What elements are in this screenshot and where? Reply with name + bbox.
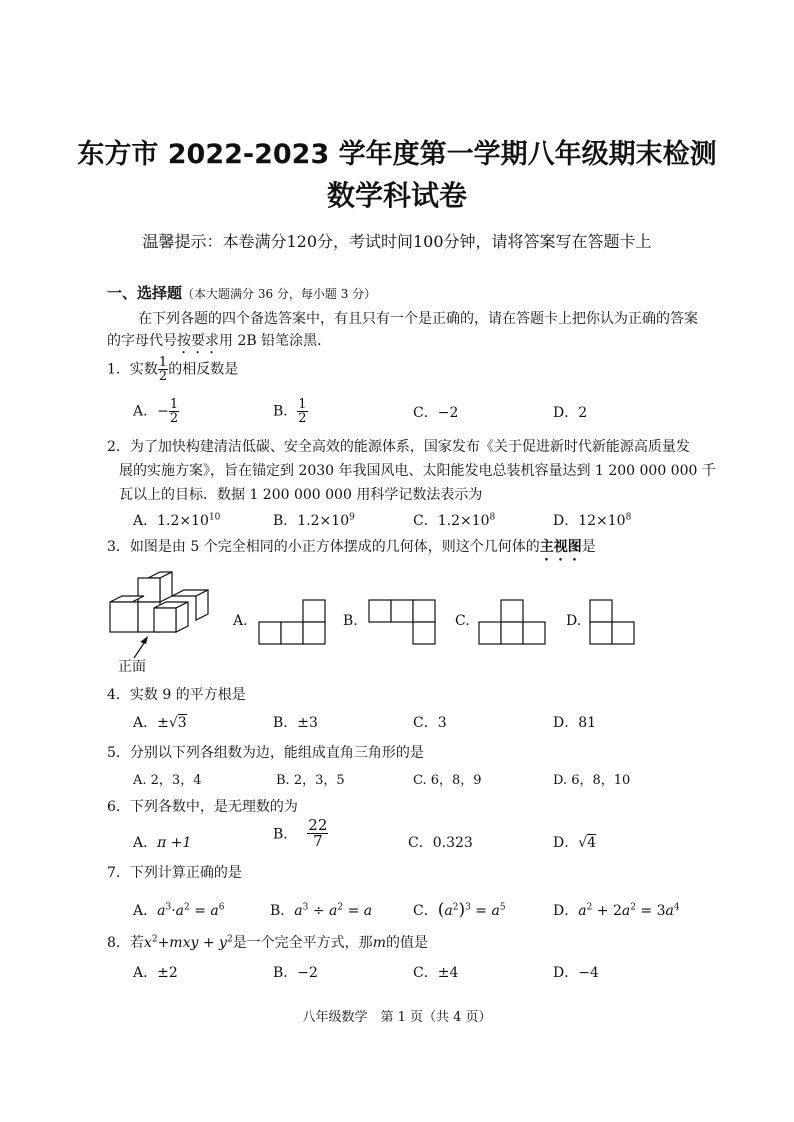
frac-den: 7 — [313, 832, 323, 850]
question-3-stem — [107, 536, 596, 564]
option-label: C． — [413, 513, 438, 529]
q5-option-c: C. 6，8，9 — [413, 773, 482, 788]
q6-option-c — [408, 832, 473, 852]
q4-option-d — [553, 712, 596, 732]
q3-suffix: 是 — [581, 539, 596, 555]
question-7-stem: 7．下列计算正确的是 — [107, 865, 242, 881]
q4-option-b — [273, 712, 318, 732]
option-label: C． — [413, 405, 438, 421]
q3-option-d-figure — [589, 599, 635, 645]
q8-option-c — [413, 962, 458, 982]
option-label: B． — [273, 513, 298, 529]
option-label: A． — [133, 965, 158, 981]
q3-option-a-label: A. — [233, 613, 248, 629]
q1-option-b — [273, 398, 308, 425]
q2-option-d — [553, 510, 631, 530]
option-text: 3 — [437, 715, 447, 731]
q1-option-a — [133, 398, 179, 425]
sqrt-sign: √ — [168, 715, 178, 731]
q2-line-1: 2．为了加快构建清洁低碳、安全高效的能源体系，国家发布《关于促进新时代新能源高质量发 — [107, 439, 690, 455]
q3-emphasis: 主视图 — [539, 539, 582, 555]
section-note: （本大题满分 36 分，每小题 3 分） — [182, 287, 377, 301]
q7-option-a: A．$a^3\cdot a^2 = a^6$ — [133, 902, 225, 919]
question-8-stem: 8．若$x^2+mxy + y^2$是一个完全平方式，那m的值是 — [107, 934, 428, 951]
option-text: −2 — [297, 965, 318, 981]
q3-solid-figure — [104, 570, 214, 650]
option-label: D． — [553, 405, 579, 421]
q5-option-b: B. 2，3，5 — [276, 773, 345, 788]
q8-option-a — [133, 962, 178, 982]
q3-option-d-label: D. — [566, 613, 582, 629]
radicand: 3 — [177, 715, 187, 731]
option-label: C． — [408, 835, 433, 851]
option-label: A． — [133, 403, 158, 420]
option-label: A． — [133, 903, 158, 919]
option-label: D． — [553, 965, 579, 981]
top-cube-side — [160, 572, 172, 602]
option-fraction — [297, 398, 307, 425]
instruction-line-2c: 用 2B 铅笔涂黑． — [219, 333, 332, 349]
option-text: 81 — [578, 715, 597, 731]
instruction-line-2a: 的字母代号 — [107, 333, 177, 349]
question-6-stem: 6．下列各数中，是无理数的为 — [107, 799, 298, 815]
q2-option-c — [413, 510, 495, 530]
option-text: ±4 — [437, 965, 459, 981]
q7-option-b: B．$a^3 \div a^2 = a$ — [270, 902, 373, 919]
q2-line-2: 展的实施方案》，旨在锚定到 2030 年我国风电、太阳能发电总装机容量达到 1 200 000 000 千 — [119, 463, 716, 479]
option-label: A． — [133, 513, 158, 529]
option-label: A． — [133, 835, 158, 851]
q3-option-c-figure — [478, 599, 546, 645]
radicand: 4 — [587, 835, 597, 851]
option-text: ±2 — [157, 965, 178, 981]
q3-prefix: 3．如图是由 5 个完全相同的小正方体摆成的几何体，则这个几何体的 — [107, 539, 540, 555]
option-label: B． — [273, 826, 298, 843]
q2-option-b — [273, 510, 355, 530]
q8-stem-b: 是一个完全平方式，那 — [232, 935, 373, 951]
q3-option-b-figure — [368, 599, 436, 645]
option-exp: 8 — [489, 512, 496, 523]
top-cube-front — [138, 578, 160, 602]
section-heading — [107, 282, 376, 303]
q8-stem-c: 的值是 — [385, 935, 428, 951]
q7-option-c: C．$(a^2)^3 = a^5$ — [413, 900, 506, 920]
q8-stem-a: 8．若 — [107, 935, 144, 951]
option-text: 0.323 — [432, 835, 473, 851]
instruction-emphasis: 按要求 — [177, 333, 219, 349]
option-fraction — [307, 818, 328, 849]
option-label: B． — [273, 965, 298, 981]
q8-option-d — [553, 962, 599, 982]
option-label: B． — [273, 403, 298, 420]
q8-option-b — [273, 962, 318, 982]
q4-option-a — [133, 712, 187, 732]
option-label: C． — [413, 965, 438, 981]
q1-option-c — [413, 402, 458, 422]
option-label: C． — [413, 715, 438, 731]
frac-num: 22 — [308, 816, 328, 834]
q2-option-a — [133, 510, 220, 530]
q1-suffix: 的相反数是 — [168, 361, 239, 378]
option-exp: 8 — [625, 512, 632, 523]
exam-subtitle: 数学科试卷 — [326, 179, 467, 212]
q2-line-3: 瓦以上的目标．数据 1 200 000 000 用科学记数法表示为 — [119, 487, 483, 503]
exam-title: 东方市 2022-2023 学年度第一学期八年级期末检测 — [77, 139, 717, 170]
q5-option-a: A. 2，3，4 — [133, 773, 202, 788]
option-label: C． — [413, 903, 438, 919]
page-footer: 八年级数学 第 1 页（共 4 页） — [302, 1010, 492, 1025]
q3-option-c-label: C. — [455, 613, 470, 629]
question-5-stem: 5．分别以下列各组数为边，能组成直角三角形的是 — [107, 745, 424, 761]
option-text: ±3 — [297, 715, 318, 731]
frac-num: 1 — [169, 397, 179, 412]
q6-option-a — [133, 832, 191, 852]
option-text: π +1 — [157, 835, 192, 851]
q7-option-d: D．$a^2 + 2a^2 = 3a^4$ — [553, 902, 680, 919]
question-1-stem — [107, 356, 238, 383]
q1-prefix: 1．实数 — [107, 361, 158, 378]
question-4-stem: 4．实数 9 的平方根是 — [107, 687, 246, 703]
q1-fraction — [158, 356, 168, 383]
option-label: D． — [553, 715, 579, 731]
q1-option-d — [553, 402, 587, 422]
option-base: 12×10 — [578, 513, 626, 529]
instruction-line-1: 在下列各题的四个备选答案中，有且只有一个是正确的，请在答题卡上把你认为正确的答案 — [138, 311, 698, 327]
option-label: A． — [133, 715, 158, 731]
q5-option-d: D. 6，8，10 — [553, 773, 631, 788]
instruction-line-2 — [107, 330, 331, 357]
frac-num: 1 — [298, 397, 307, 412]
option-label: D． — [553, 903, 579, 919]
option-label: D． — [553, 513, 579, 529]
option-base: 1.2×10 — [157, 513, 209, 529]
option-text: −2 — [437, 405, 459, 421]
option-text: −4 — [578, 965, 599, 981]
option-base: 1.2×10 — [437, 513, 490, 529]
q3-option-a-figure — [258, 599, 326, 645]
sqrt-sign: √ — [578, 835, 588, 851]
exam-notice: 温馨提示：本卷满分120分，考试时间100分钟，请将答案写在答题卡上 — [142, 232, 652, 251]
q1-frac-num: 1 — [158, 355, 168, 370]
option-fraction — [169, 398, 179, 425]
frac-den: 2 — [298, 411, 307, 426]
front-label: 正面 — [118, 659, 146, 675]
q1-frac-den: 2 — [158, 369, 168, 384]
section-title: 一、选择题 — [107, 284, 183, 302]
q4-option-c — [413, 712, 447, 732]
option-label: D． — [553, 835, 579, 851]
option-text: 2 — [578, 405, 588, 421]
option-exp: 9 — [349, 512, 355, 523]
q3-option-b-label: B. — [343, 613, 358, 629]
option-label: B． — [270, 903, 295, 919]
option-base: 1.2×10 — [297, 513, 350, 529]
option-exp: 10 — [208, 512, 221, 523]
q6-option-b — [273, 818, 328, 849]
option-sign: − — [157, 403, 169, 420]
q6-option-d — [553, 832, 596, 852]
q8-variable-m: m — [372, 935, 386, 951]
frac-den: 2 — [169, 411, 179, 426]
option-text: ± — [157, 715, 169, 731]
option-label: B． — [273, 715, 298, 731]
